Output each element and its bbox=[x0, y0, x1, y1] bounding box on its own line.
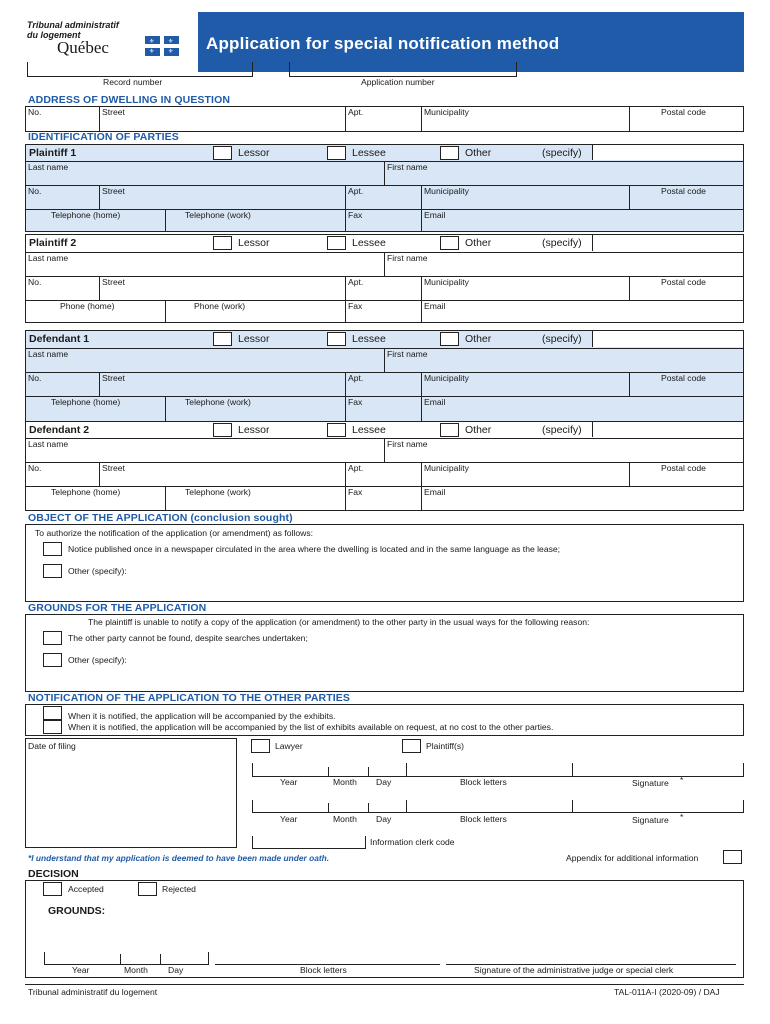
grounds-not-found-checkbox[interactable] bbox=[43, 631, 62, 645]
signature-row2-signature: Signature bbox=[632, 815, 669, 825]
defendant2-other-label: Other bbox=[465, 424, 492, 436]
plaintiff2-lessor-checkbox[interactable] bbox=[213, 236, 232, 250]
oath-statement: *I understand that my application is deemed to have been made under oath. bbox=[28, 853, 330, 863]
plaintiff2-phone-work-label: Phone (work) bbox=[194, 301, 246, 311]
object-other-label: Other (specify): bbox=[68, 566, 127, 576]
defendant1-municipality-label: Municipality bbox=[424, 373, 469, 383]
defendant2-first-name-label: First name bbox=[387, 439, 428, 449]
address-heading: ADDRESS OF DWELLING IN QUESTION bbox=[28, 94, 231, 106]
decision-month: Month bbox=[124, 965, 148, 975]
decision-year: Year bbox=[72, 965, 90, 975]
plaintiff2-lessor-label: Lessor bbox=[238, 237, 270, 249]
signature-row1-day: Day bbox=[376, 777, 392, 787]
application-number-label: Application number bbox=[361, 77, 435, 87]
plaintiff2-other-checkbox[interactable] bbox=[440, 236, 459, 250]
lawyer-checkbox[interactable] bbox=[251, 739, 270, 753]
plaintiffs-checkbox[interactable] bbox=[402, 739, 421, 753]
grounds-other-checkbox[interactable] bbox=[43, 653, 62, 667]
defendant2-municipality-label: Municipality bbox=[424, 463, 469, 473]
appendix-label: Appendix for additional information bbox=[566, 853, 699, 863]
signature-row2-date-field[interactable] bbox=[252, 800, 406, 813]
decision-block-letters: Block letters bbox=[300, 965, 347, 975]
signature-row2-signature-field[interactable] bbox=[572, 800, 743, 813]
plaintiff1-lessee-checkbox[interactable] bbox=[327, 146, 346, 160]
defendant1-email-label: Email bbox=[424, 397, 446, 407]
logo bbox=[27, 20, 187, 60]
defendant2-specify-field[interactable] bbox=[592, 422, 743, 437]
defendant2-tel-work-label: Telephone (work) bbox=[185, 487, 251, 497]
plaintiff2-last-name-label: Last name bbox=[28, 253, 69, 263]
defendant1-specify-field[interactable] bbox=[592, 331, 743, 347]
signature-row1-block-letters: Block letters bbox=[460, 777, 507, 787]
defendant2-lessee-checkbox[interactable] bbox=[327, 423, 346, 437]
date-of-filing-label: Date of filing bbox=[28, 741, 76, 751]
clerk-code-label: Information clerk code bbox=[370, 837, 455, 847]
notification-list-label: When it is notified, the application will be accompanied by the list of exhibits available on request, at no cost to the other parties. bbox=[68, 722, 554, 732]
defendant1-last-name-label: Last name bbox=[28, 349, 69, 359]
decision-signature: Signature of the administrative judge or special clerk bbox=[474, 965, 674, 975]
quebec-flag-icon: ⚜ ⚜ ⚜ ⚜ bbox=[145, 36, 179, 56]
decision-heading: DECISION bbox=[28, 868, 79, 880]
plaintiff1-lessee-label: Lessee bbox=[352, 147, 386, 159]
rejected-checkbox[interactable] bbox=[138, 882, 157, 896]
signature-row2-year: Year bbox=[280, 814, 298, 824]
appendix-checkbox[interactable] bbox=[723, 850, 742, 864]
plaintiff1-lessor-label: Lessor bbox=[238, 147, 270, 159]
defendant2-lessor-checkbox[interactable] bbox=[213, 423, 232, 437]
defendant1-other-label: Other bbox=[465, 333, 492, 345]
defendant2-tel-home-label: Telephone (home) bbox=[51, 487, 121, 497]
decision-signature-field[interactable] bbox=[446, 952, 736, 965]
defendant1-lessor-label: Lessor bbox=[238, 333, 270, 345]
plaintiff2-fax-label: Fax bbox=[348, 301, 363, 311]
plaintiff1-postal-label: Postal code bbox=[661, 186, 706, 196]
object-newspaper-checkbox[interactable] bbox=[43, 542, 62, 556]
decision-day: Day bbox=[168, 965, 184, 975]
address-apt-label: Apt. bbox=[348, 107, 364, 117]
notification-heading: NOTIFICATION OF THE APPLICATION TO THE OTHER PARTIES bbox=[28, 692, 350, 704]
lawyer-label: Lawyer bbox=[275, 741, 303, 751]
clerk-code-field[interactable] bbox=[252, 836, 366, 849]
address-municipality-label: Municipality bbox=[424, 107, 469, 117]
org-name-line2: du logement bbox=[27, 30, 81, 40]
defendant1-first-name-label: First name bbox=[387, 349, 428, 359]
grounds-heading: GROUNDS FOR THE APPLICATION bbox=[28, 602, 207, 614]
plaintiff1-tel-work-label: Telephone (work) bbox=[185, 210, 251, 220]
accepted-label: Accepted bbox=[68, 884, 104, 894]
date-of-filing-box[interactable] bbox=[25, 738, 237, 848]
defendant2-street-label: Street bbox=[102, 463, 125, 473]
defendant1-lessee-checkbox[interactable] bbox=[327, 332, 346, 346]
object-other-checkbox[interactable] bbox=[43, 564, 62, 578]
plaintiff2-phone-home-label: Phone (home) bbox=[60, 301, 115, 311]
decision-block-letters-field[interactable] bbox=[215, 952, 440, 965]
plaintiff1-specify-label: (specify) bbox=[542, 147, 582, 159]
rejected-label: Rejected bbox=[162, 884, 196, 894]
signature-row1-signature: Signature bbox=[632, 778, 669, 788]
defendant1-tel-home-label: Telephone (home) bbox=[51, 397, 121, 407]
defendant2-last-name-label: Last name bbox=[28, 439, 69, 449]
defendant1-street-label: Street bbox=[102, 373, 125, 383]
plaintiff1-specify-field[interactable] bbox=[592, 145, 743, 160]
plaintiff2-apt-label: Apt. bbox=[348, 277, 364, 287]
plaintiff2-title: Plaintiff 2 bbox=[29, 237, 77, 249]
defendant1-title: Defendant 1 bbox=[29, 333, 90, 345]
plaintiff2-specify-field[interactable] bbox=[592, 235, 743, 251]
plaintiff2-first-name-label: First name bbox=[387, 253, 428, 263]
notification-list-checkbox[interactable] bbox=[43, 720, 62, 734]
parties-heading: IDENTIFICATION OF PARTIES bbox=[28, 131, 179, 143]
signature-row1-asterisk: * bbox=[680, 775, 684, 785]
plaintiffs-label: Plaintiff(s) bbox=[426, 741, 465, 751]
defendant1-fax-label: Fax bbox=[348, 397, 363, 407]
footer-form-code: TAL-011A-I (2020-09) / DAJ bbox=[614, 987, 720, 997]
grounds-not-found-label: The other party cannot be found, despite searches undertaken; bbox=[68, 633, 308, 643]
plaintiff2-municipality-label: Municipality bbox=[424, 277, 469, 287]
defendant1-lessee-label: Lessee bbox=[352, 333, 386, 345]
signature-row1-year: Year bbox=[280, 777, 298, 787]
plaintiff1-municipality-label: Municipality bbox=[424, 186, 469, 196]
defendant1-lessor-checkbox[interactable] bbox=[213, 332, 232, 346]
signature-row2-block-letters: Block letters bbox=[460, 814, 507, 824]
address-row[interactable] bbox=[25, 106, 744, 132]
signature-row1-signature-field[interactable] bbox=[572, 763, 743, 777]
defendant1-apt-label: Apt. bbox=[348, 373, 364, 383]
record-number-field[interactable] bbox=[27, 62, 253, 76]
defendant2-other-checkbox[interactable] bbox=[440, 423, 459, 437]
signature-row1-month: Month bbox=[333, 777, 357, 787]
object-intro: To authorize the notification of the application (or amendment) as follows: bbox=[35, 528, 314, 538]
plaintiff2-no-label: No. bbox=[28, 277, 42, 287]
application-number-field[interactable] bbox=[289, 62, 517, 76]
plaintiff1-first-name-label: First name bbox=[387, 162, 428, 172]
defendant1-tel-work-label: Telephone (work) bbox=[185, 397, 251, 407]
notification-exhibits-label: When it is notified, the application will be accompanied by the exhibits. bbox=[68, 711, 336, 721]
plaintiff2-street-label: Street bbox=[102, 277, 125, 287]
plaintiff1-email-label: Email bbox=[424, 210, 446, 220]
plaintiff1-no-label: No. bbox=[28, 186, 42, 196]
signature-row1-block-letters-field[interactable] bbox=[406, 763, 572, 777]
signature-row1-date-field[interactable] bbox=[252, 763, 406, 777]
defendant1-other-checkbox[interactable] bbox=[440, 332, 459, 346]
page-title: Application for special notification method bbox=[206, 34, 560, 53]
signature-row2-block-letters-field[interactable] bbox=[406, 800, 572, 813]
notification-exhibits-checkbox[interactable] bbox=[43, 706, 62, 720]
address-no-label: No. bbox=[28, 107, 42, 117]
signature-row2-month: Month bbox=[333, 814, 357, 824]
plaintiff2-email-label: Email bbox=[424, 301, 446, 311]
accepted-checkbox[interactable] bbox=[43, 882, 62, 896]
plaintiff1-title: Plaintiff 1 bbox=[29, 147, 77, 159]
plaintiff2-postal-label: Postal code bbox=[661, 277, 706, 287]
plaintiff1-tel-home-label: Telephone (home) bbox=[51, 210, 121, 220]
defendant1-postal-label: Postal code bbox=[661, 373, 706, 383]
address-postal-label: Postal code bbox=[661, 107, 706, 117]
defendant2-specify-label: (specify) bbox=[542, 424, 582, 436]
defendant2-title: Defendant 2 bbox=[29, 424, 90, 436]
signature-row2-day: Day bbox=[376, 814, 392, 824]
defendant2-email-label: Email bbox=[424, 487, 446, 497]
decision-grounds-label: GROUNDS: bbox=[48, 905, 106, 917]
plaintiff1-other-checkbox[interactable] bbox=[440, 146, 459, 160]
plaintiff1-other-label: Other bbox=[465, 147, 492, 159]
plaintiff2-lessee-label: Lessee bbox=[352, 237, 386, 249]
footer-divider bbox=[25, 984, 744, 985]
plaintiff1-last-name-label: Last name bbox=[28, 162, 69, 172]
plaintiff1-lessor-checkbox[interactable] bbox=[213, 146, 232, 160]
defendant2-fax-label: Fax bbox=[348, 487, 363, 497]
address-street-label: Street bbox=[102, 107, 125, 117]
defendant1-specify-label: (specify) bbox=[542, 333, 582, 345]
plaintiff2-other-label: Other bbox=[465, 237, 492, 249]
plaintiff1-fax-label: Fax bbox=[348, 210, 363, 220]
grounds-other-label: Other (specify): bbox=[68, 655, 127, 665]
org-name-line1: Tribunal administratif bbox=[27, 20, 119, 30]
defendant2-no-label: No. bbox=[28, 463, 42, 473]
defendant2-lessor-label: Lessor bbox=[238, 424, 270, 436]
object-heading: OBJECT OF THE APPLICATION (conclusion sought) bbox=[28, 512, 293, 524]
plaintiff1-apt-label: Apt. bbox=[348, 186, 364, 196]
plaintiff2-lessee-checkbox[interactable] bbox=[327, 236, 346, 250]
record-number-label: Record number bbox=[103, 77, 163, 87]
signature-row2-asterisk: * bbox=[680, 812, 684, 822]
plaintiff2-specify-label: (specify) bbox=[542, 237, 582, 249]
grounds-intro: The plaintiff is unable to notify a copy of the application (or amendment) to the other party in the usual ways for the following reason: bbox=[88, 617, 590, 627]
footer-org: Tribunal administratif du logement bbox=[28, 987, 158, 997]
defendant2-lessee-label: Lessee bbox=[352, 424, 386, 436]
defendant2-postal-label: Postal code bbox=[661, 463, 706, 473]
plaintiff1-street-label: Street bbox=[102, 186, 125, 196]
decision-date-field[interactable] bbox=[44, 952, 209, 965]
object-newspaper-label: Notice published once in a newspaper circulated in the area where the dwelling is located and in the same language as the lease; bbox=[68, 544, 561, 554]
defendant1-no-label: No. bbox=[28, 373, 42, 383]
quebec-wordmark: Québec bbox=[57, 38, 109, 57]
defendant2-apt-label: Apt. bbox=[348, 463, 364, 473]
